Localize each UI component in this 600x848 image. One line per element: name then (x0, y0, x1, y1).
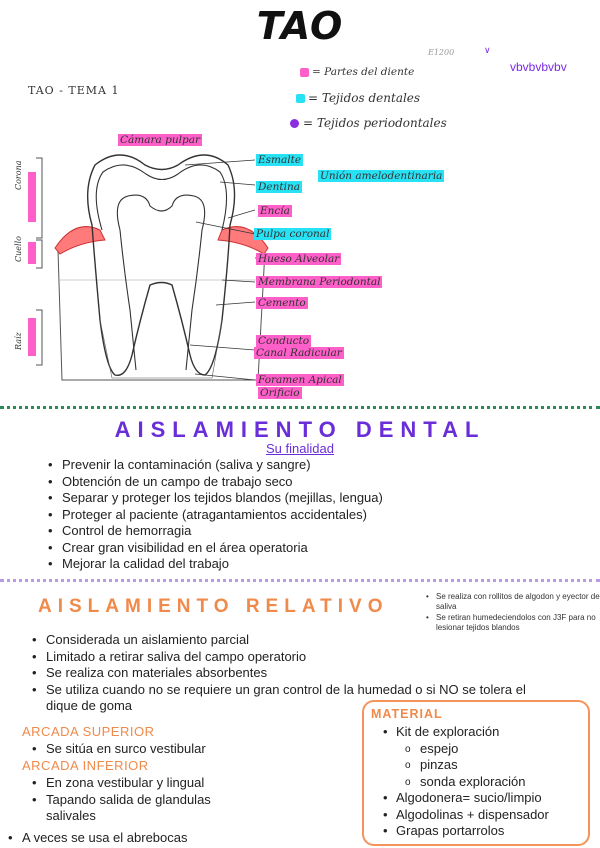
side-label-cuello: Cuello (14, 236, 23, 262)
subheading-su-finalidad: Su finalidad (266, 441, 334, 456)
legend-label-tejidos-periodontales: = Tejidos periodontales (303, 116, 447, 130)
list-finalidad (46, 457, 383, 573)
label-encia: Encía (260, 205, 290, 217)
list-item: • Proteger al paciente (atragantamientos accidentales) (46, 507, 383, 524)
divider-lavender (0, 579, 600, 582)
corner-note: vbvbvbvbv (510, 60, 567, 74)
label-esmalte: Esmalte (258, 154, 302, 166)
material-kit-label: Kit de exploración (396, 724, 500, 739)
label-membrana-periodontal: Membrana Periodontal (258, 276, 381, 288)
list-item: • Algodonera= sucio/limpio (382, 790, 549, 807)
list-footer (6, 830, 188, 847)
list-item: • Separar y proteger los tejidos blandos (mejillas, lengua) (46, 490, 383, 507)
heading-aislamiento-dental: AISLAMIENTO DENTAL (114, 417, 486, 442)
label-conducto: Conducto (258, 335, 310, 347)
list-item: • Se realiza con materiales absorbentes (30, 665, 560, 682)
side-label-raiz: Raíz (14, 332, 23, 350)
list-item: • Tapando salida de glandulas salivales (30, 792, 260, 825)
list-item: • Se utiliza cuando no se requiere un gran control de la humedad o si NO se tolera el dique de goma (30, 682, 560, 715)
list-item: o pinzas (396, 757, 549, 774)
material-box (362, 700, 590, 846)
list-item (382, 724, 549, 790)
list-item: o espejo (396, 741, 549, 758)
list-item: • En zona vestibular y lingual (30, 775, 260, 792)
legend-label-partes: = Partes del diente (312, 66, 415, 78)
side-note: • Se realiza con rollitos de algodon y eyector de saliva (424, 592, 600, 612)
heading-arcada-inferior: ARCADA INFERIOR (22, 758, 149, 773)
code-label: E1200 (428, 48, 455, 57)
divider-green (0, 406, 600, 409)
topic-label: TAO - TEMA 1 (28, 84, 120, 97)
list-arcada-inferior (30, 775, 260, 825)
tooth-drawing (0, 130, 600, 405)
heading-aislamiento-relativo: AISLAMIENTO RELATIVO (38, 596, 389, 617)
label-camara-pulpar: Cámara pulpar (120, 134, 200, 146)
list-item: o sonda exploración (396, 774, 549, 791)
label-cemento: Cemento (258, 297, 306, 309)
list-item: • Obtención de un campo de trabajo seco (46, 474, 383, 491)
list-item: • Mejorar la calidad del trabajo (46, 556, 383, 573)
heading-material: MATERIAL (371, 707, 443, 721)
legend-cyan-swatch (296, 94, 305, 103)
list-item: • Limitado a retirar saliva del campo operatorio (30, 649, 560, 666)
legend-purple-swatch (290, 119, 299, 128)
list-item: • Control de hemorragia (46, 523, 383, 540)
legend-pink-swatch (300, 68, 309, 77)
label-dentina: Dentina (258, 181, 300, 193)
list-item: • Prevenir la contaminación (saliva y sangre) (46, 457, 383, 474)
label-canal-radicular: Canal Radicular (256, 347, 342, 359)
side-note: • Se retiran humedeciendolos con J3F para no lesionar tejidos blandos (424, 613, 600, 633)
list-item: • Algodolinas + dispensador (382, 807, 549, 824)
legend-label-tejidos-dentales: = Tejidos dentales (308, 91, 421, 105)
list-item: • A veces se usa el abrebocas (6, 830, 188, 847)
label-union-amelodentinaria: Unión amelodentinaria (320, 170, 443, 182)
page-title: TAO (256, 4, 344, 48)
label-pulpa-coronal: Pulpa coronal (256, 228, 330, 240)
list-kit-items (396, 741, 549, 791)
label-foramen-apical: Foramen Apical (258, 374, 342, 386)
list-item: • Grapas portarrolos (382, 823, 549, 840)
list-item: • Crear gran visibilidad en el área operatoria (46, 540, 383, 557)
checkmark-icon: ∨ (484, 46, 491, 56)
list-arcada-superior (30, 741, 206, 758)
list-item: • Se sitúa en surco vestibular (30, 741, 206, 758)
heading-arcada-superior: ARCADA SUPERIOR (22, 724, 155, 739)
label-hueso-alveolar: Hueso Alveolar (258, 253, 340, 265)
side-notes (424, 592, 600, 634)
list-material (382, 724, 549, 840)
list-item: • Considerada un aislamiento parcial (30, 632, 560, 649)
side-label-corona: Corona (14, 160, 23, 190)
label-orificio: Orificio (260, 387, 300, 399)
